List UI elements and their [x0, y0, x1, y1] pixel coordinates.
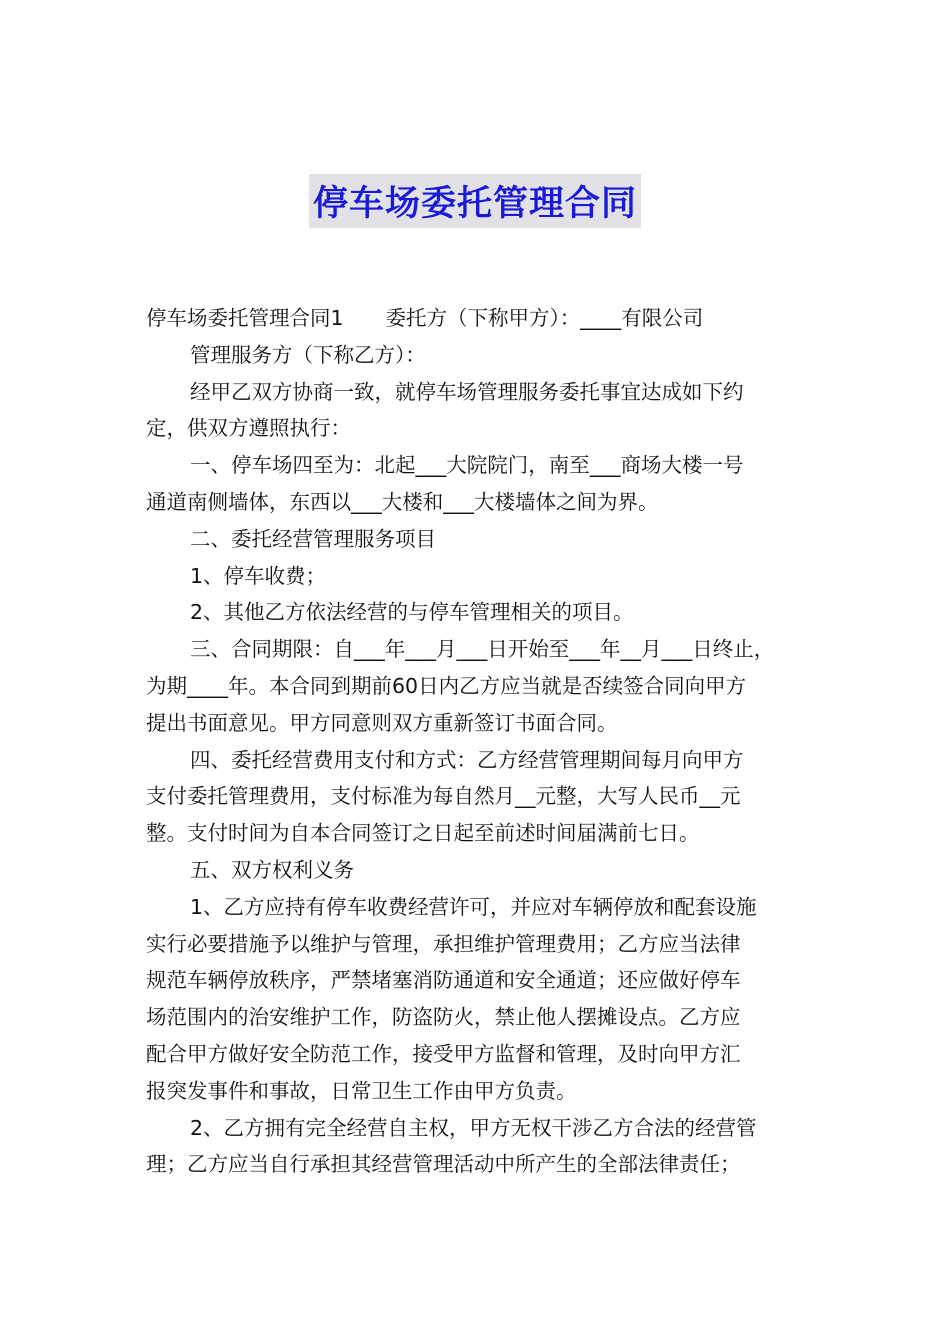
list-item: 2、乙方拥有完全经营自主权，甲方无权干涉乙方合法的经营管 — [190, 1115, 757, 1140]
paragraph-line: 通道南侧墙体，东西以___大楼和___大楼墙体之间为界。 — [146, 489, 659, 514]
clause-two-heading: 二、委托经营管理服务项目 — [190, 526, 436, 551]
paragraph-line: 理；乙方应当自行承担其经营管理活动中所产生的全部法律责任； — [146, 1152, 741, 1177]
paragraph-line: 经甲乙双方协商一致，就停车场管理服务委托事宜达成如下约 — [190, 379, 744, 404]
paragraph-line: 报突发事件和事故，日常卫生工作由甲方负责。 — [146, 1078, 577, 1103]
clause-five-heading: 五、双方权利义务 — [190, 857, 354, 882]
list-item: 1、乙方应持有停车收费经营许可，并应对车辆停放和配套设施 — [190, 894, 757, 919]
paragraph-line: 提出书面意见。甲方同意则双方重新签订书面合同。 — [146, 710, 618, 735]
paragraph-line: 为期____年。本合同到期前60日内乙方应当就是否续签合同向甲方 — [146, 673, 747, 698]
paragraph-line: 实行必要措施予以维护与管理，承担维护管理费用；乙方应当法律 — [146, 931, 741, 956]
clause-three-line: 三、合同期限：自___年___月___日开始至___年__月___日终止， — [190, 637, 775, 662]
paragraph-line: 支付委托管理费用，支付标准为每自然月__元整，大写人民币__元 — [146, 784, 741, 809]
list-item: 2、其他乙方依法经营的与停车管理相关的项目。 — [190, 600, 634, 625]
document-title — [0, 174, 950, 228]
paragraph-line: 场范围内的治安维护工作，防盗防火，禁止他人摆摊设点。乙方应 — [146, 1005, 741, 1030]
party-a-line: 委托方（下称甲方）：____有限公司 — [385, 306, 704, 330]
paragraph-line: 规范车辆停放秩序，严禁堵塞消防通道和安全通道；还应做好停车 — [146, 968, 741, 993]
clause-four-line: 四、委托经营费用支付和方式：乙方经营管理期间每月向甲方 — [190, 747, 744, 772]
document-title-text: 停车场委托管理合同 — [309, 174, 641, 228]
paragraph-line: 定，供双方遵照执行： — [146, 416, 351, 441]
document-body — [146, 300, 812, 1183]
paragraph-line: 整。支付时间为自本合同签订之日起至前述时间届满前七日。 — [146, 821, 700, 846]
paragraph-line: 配合甲方做好安全防范工作，接受甲方监督和管理，及时向甲方汇 — [146, 1041, 741, 1066]
clause-one-line: 一、停车场四至为：北起___大院院门，南至___商场大楼一号 — [190, 453, 744, 478]
list-item: 1、停车收费； — [190, 563, 327, 588]
contract-name: 停车场委托管理合同1 — [146, 306, 344, 330]
party-b-line: 管理服务方（下称乙方）： — [190, 342, 426, 367]
contract-heading-line — [146, 300, 812, 337]
